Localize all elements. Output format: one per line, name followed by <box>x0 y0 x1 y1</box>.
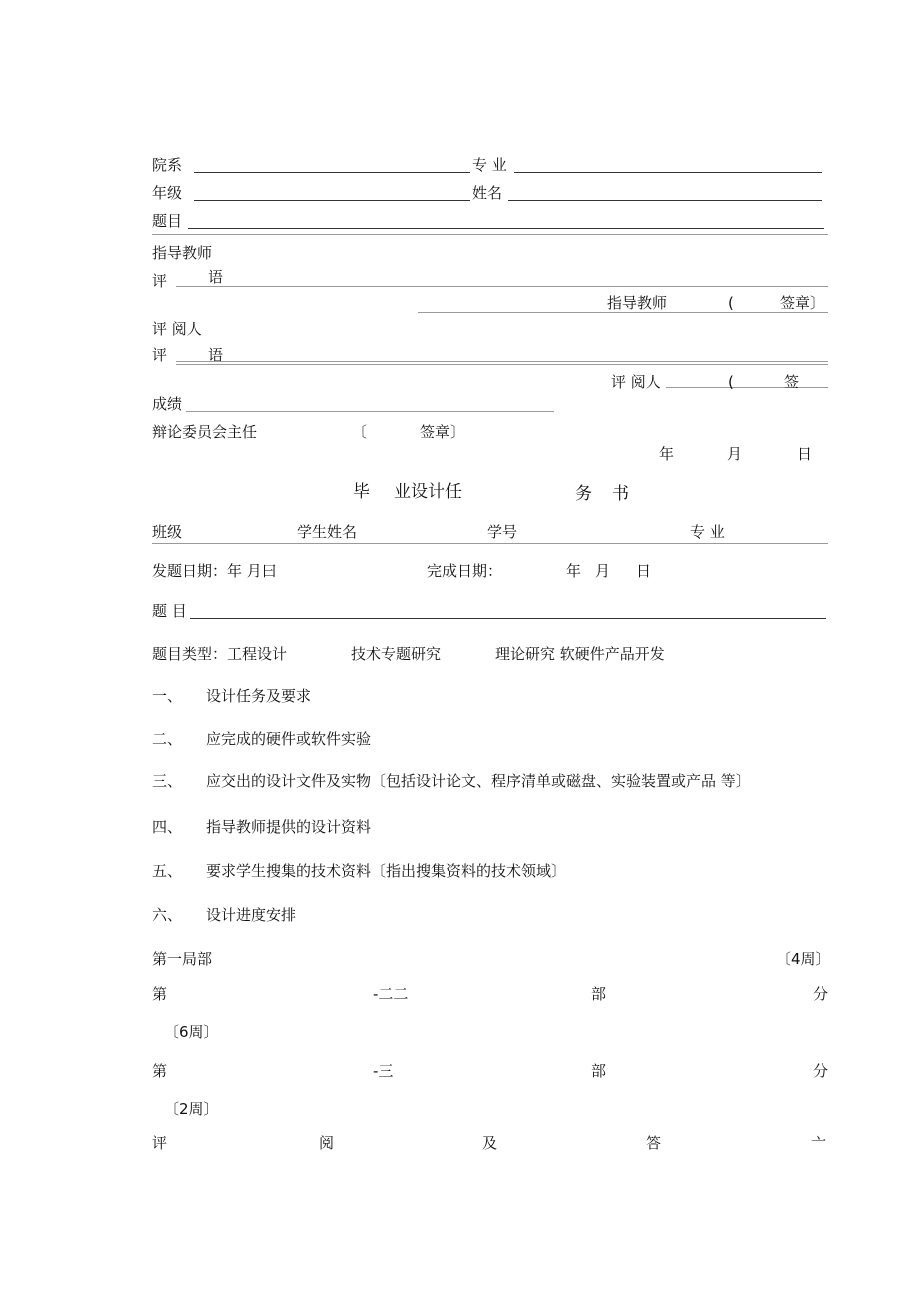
grade-field[interactable] <box>194 200 470 201</box>
topic-type-theory: 理论研究 软硬件产品开发 <box>495 645 665 663</box>
section-number: 三、 <box>152 772 183 790</box>
topic-field[interactable] <box>188 228 824 229</box>
student-row-line <box>152 543 828 544</box>
complete-month: 月 <box>595 562 611 580</box>
schedule-part1-label: 第一局部 <box>152 950 213 968</box>
section-title: 设计进度安排 <box>206 906 297 924</box>
advisor-comment-field[interactable] <box>176 286 828 287</box>
section-number: 二、 <box>152 730 183 748</box>
department-field[interactable] <box>194 172 470 173</box>
schedule-part2-char: 第 <box>152 985 168 1003</box>
schedule-part3-char: -三 <box>373 1062 394 1080</box>
task-title-part2: 业设计任 <box>394 482 462 502</box>
reviewer-comment-label-b: 语 <box>208 346 224 364</box>
class-label: 班级 <box>152 523 183 541</box>
schedule-part2-char: -二二 <box>373 985 409 1003</box>
date-day: 日 <box>797 445 813 463</box>
advisor-seal: 签章〕 <box>780 294 826 312</box>
reviewer-comment-label-a: 评 <box>152 346 168 364</box>
name-label: 姓名 <box>472 184 503 202</box>
grade-label: 年级 <box>152 184 183 202</box>
schedule-part3-char: 部 <box>591 1062 607 1080</box>
section-title: 指导教师提供的设计资料 <box>206 818 372 836</box>
student-name-label: 学生姓名 <box>297 523 358 541</box>
department-label: 院系 <box>152 156 183 174</box>
section-number: 六、 <box>152 906 183 924</box>
section-number: 五、 <box>152 862 183 880</box>
complete-date-label: 完成日期： <box>427 562 503 580</box>
advisor-sign-line[interactable] <box>418 312 828 313</box>
section-number: 四、 <box>152 818 183 836</box>
schedule-part2-char: 部 <box>591 985 607 1003</box>
topic-type-tech: 技术专题研究 <box>351 645 442 663</box>
section-divider <box>152 234 828 235</box>
name-field[interactable] <box>508 200 822 201</box>
reviewer-seal: 签 <box>784 373 800 391</box>
schedule-final-char: 评 <box>152 1134 168 1152</box>
advisor-label: 指导教师 <box>152 244 213 262</box>
task-topic-label: 题 目 <box>152 602 187 620</box>
section-title: 要求学生搜集的技术资料〔指出搜集资料的技术领域〕 <box>206 862 567 880</box>
date-month: 月 <box>727 445 743 463</box>
reviewer-label: 评 阅人 <box>152 320 202 338</box>
major-field[interactable] <box>514 172 822 173</box>
schedule-part3-char: 分 <box>813 1062 829 1080</box>
topic-type-label: 题目类型：工程设计 <box>152 645 288 663</box>
section-title: 应交出的设计文件及实物〔包括设计论文、程序清单或磁盘、实验装置或产品 等〕 <box>206 772 751 790</box>
score-field[interactable] <box>186 411 554 412</box>
schedule-final-char: 答 <box>646 1134 662 1152</box>
advisor-comment-label-a: 评 <box>152 272 168 290</box>
section-title: 设计任务及要求 <box>206 687 312 705</box>
student-major-label: 专 业 <box>690 523 725 541</box>
schedule-final-char: 亠 <box>811 1134 827 1152</box>
task-title-part3: 务 <box>575 484 592 504</box>
advisor-sign-label: 指导教师 <box>607 294 668 312</box>
schedule-part3-weeks: 〔2周〕 <box>164 1100 219 1118</box>
task-title-part1: 毕 <box>353 482 370 502</box>
committee-seal: 签章〕 <box>420 423 466 441</box>
reviewer-sign-label: 评 阅人 <box>611 373 661 391</box>
complete-day: 日 <box>636 562 652 580</box>
reviewer-sign-line[interactable] <box>666 387 828 388</box>
reviewer-paren-open: ( <box>728 373 734 391</box>
schedule-part1-weeks: 〔4周〕 <box>776 950 831 968</box>
schedule-part2-char: 分 <box>813 985 829 1003</box>
reviewer-comment-field[interactable] <box>176 361 828 365</box>
advisor-paren-open: ( <box>728 294 734 312</box>
schedule-final-char: 阅 <box>319 1134 335 1152</box>
advisor-comment-label-b: 语 <box>208 268 224 286</box>
committee-label: 辩论委员会主任 <box>152 423 258 441</box>
section-title: 应完成的硬件或软件实验 <box>206 730 372 748</box>
student-id-label: 学号 <box>487 523 518 541</box>
task-title-part4: 书 <box>612 484 629 504</box>
schedule-final-char: 及 <box>482 1134 498 1152</box>
task-topic-field[interactable] <box>190 618 826 619</box>
topic-label: 题目 <box>152 212 183 230</box>
score-label: 成绩 <box>152 395 183 413</box>
major-label: 专 业 <box>472 156 507 174</box>
schedule-part2-weeks: 〔6周〕 <box>164 1023 219 1041</box>
complete-year: 年 <box>566 562 582 580</box>
committee-paren-open: 〔 <box>352 423 368 441</box>
schedule-part3-char: 第 <box>152 1062 168 1080</box>
section-number: 一、 <box>152 687 183 705</box>
date-year: 年 <box>659 445 675 463</box>
issue-date: 发题日期：年 月曰 <box>152 562 277 580</box>
